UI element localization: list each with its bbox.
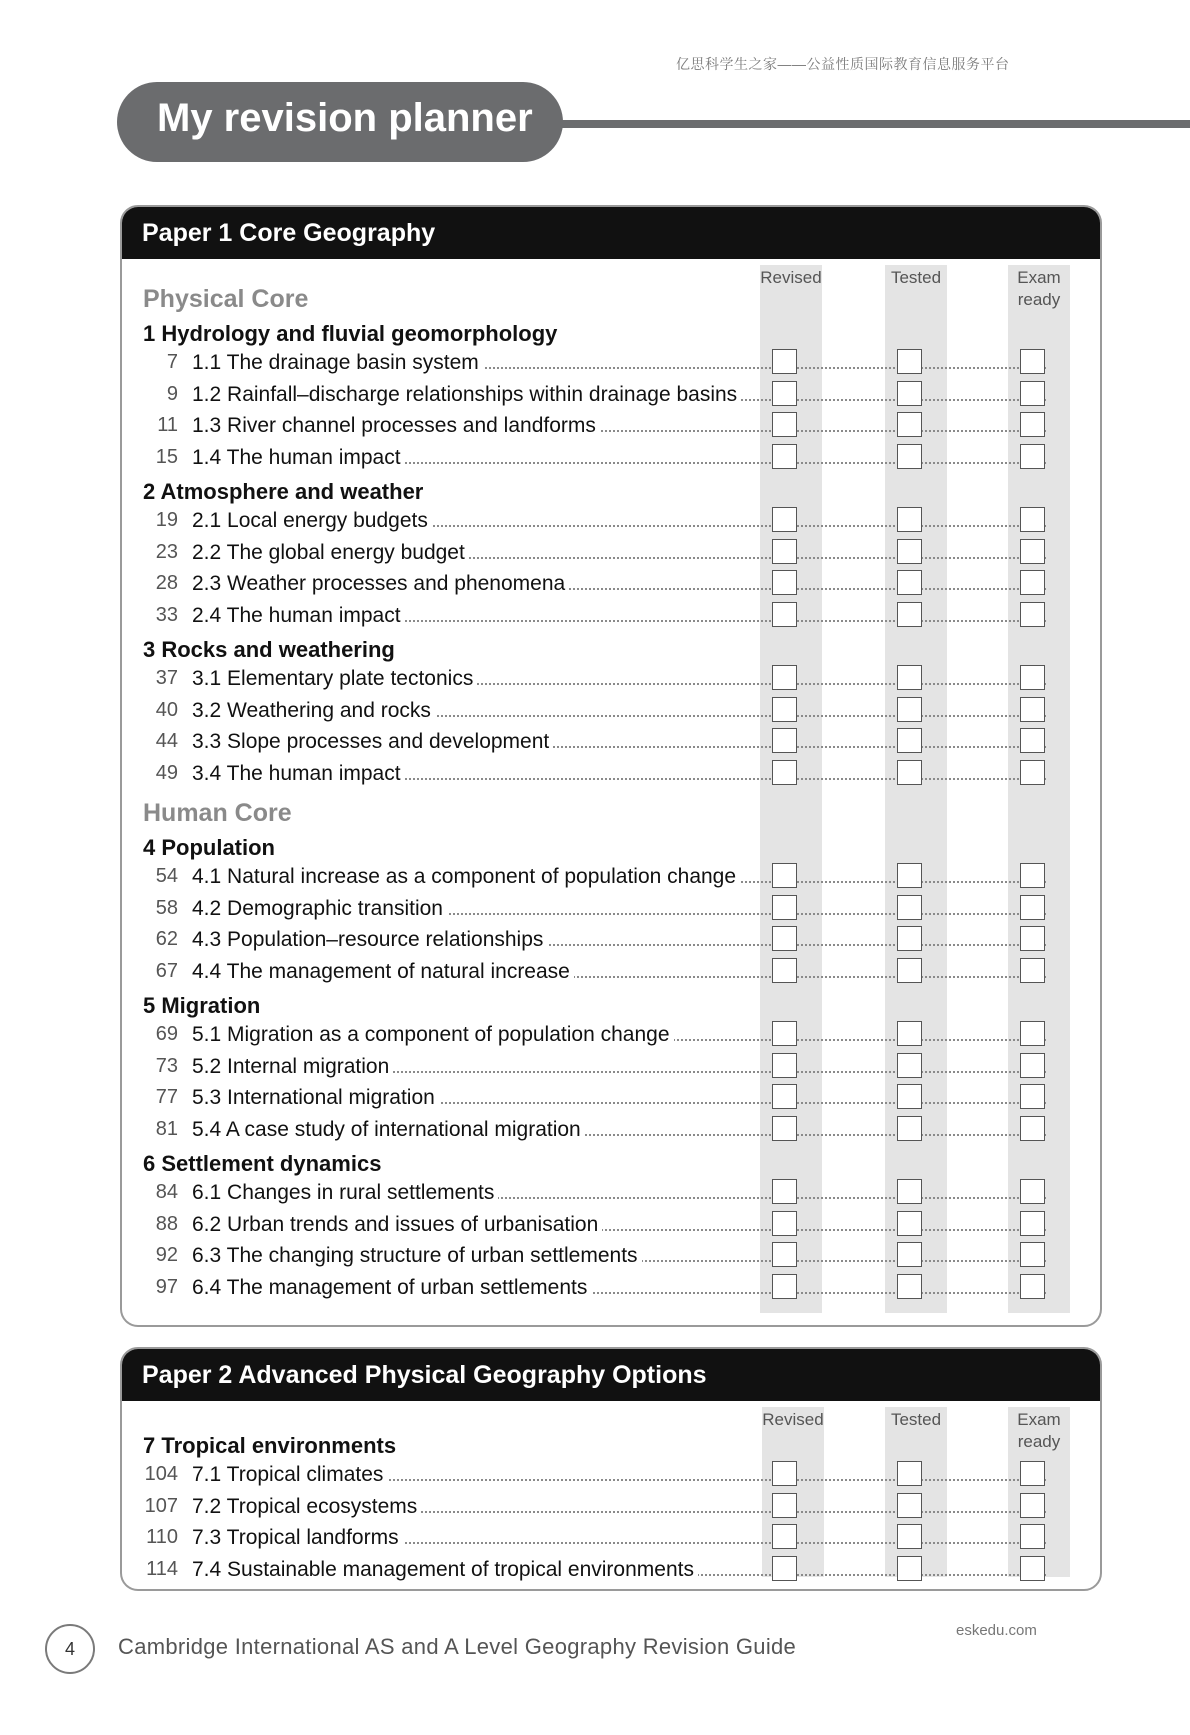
tested-checkbox[interactable] xyxy=(897,1524,922,1549)
tested-checkbox[interactable] xyxy=(897,760,922,785)
revised-checkbox[interactable] xyxy=(772,863,797,888)
topic-label: 7.4 Sustainable management of tropical environments xyxy=(192,1554,698,1585)
topic-page-number: 104 xyxy=(144,1463,178,1485)
exam-ready-header-line2: ready xyxy=(1017,1432,1061,1451)
chapter-heading: 4 Population xyxy=(143,835,275,860)
tested-checkbox[interactable] xyxy=(897,349,922,374)
page-title-banner xyxy=(117,82,563,162)
topic-label: 2.3 Weather processes and phenomena xyxy=(192,568,569,599)
topic-label: 2.1 Local energy budgets xyxy=(192,505,432,536)
tested-checkbox[interactable] xyxy=(897,1211,922,1236)
topic-label: 2.4 The human impact xyxy=(192,600,405,631)
revised-checkbox[interactable] xyxy=(772,958,797,983)
topic-label: 6.1 Changes in rural settlements xyxy=(192,1177,498,1208)
topic-label: 2.2 The global energy budget xyxy=(192,537,469,568)
exam-ready-checkbox[interactable] xyxy=(1020,1084,1045,1109)
topic-row xyxy=(122,1177,1098,1208)
exam-ready-checkbox[interactable] xyxy=(1020,1274,1045,1299)
exam-ready-checkbox[interactable] xyxy=(1020,863,1045,888)
exam-ready-checkbox[interactable] xyxy=(1020,1211,1045,1236)
paper1-panel xyxy=(120,205,1102,1327)
top-watermark: 亿思科学生之家——公益性质国际教育信息服务平台 xyxy=(676,56,1010,72)
topic-page-number: 114 xyxy=(146,1557,178,1580)
topic-label: 5.4 A case study of international migration xyxy=(192,1114,585,1145)
topic-label: 7.1 Tropical climates xyxy=(192,1459,387,1490)
topic-row xyxy=(122,1272,1098,1303)
topic-label: 4.4 The management of natural increase xyxy=(192,956,574,987)
tested-checkbox[interactable] xyxy=(897,1021,922,1046)
topic-row xyxy=(122,726,1098,757)
revised-checkbox[interactable] xyxy=(772,760,797,785)
page-title: My revision planner xyxy=(157,96,533,140)
topic-row xyxy=(122,1114,1098,1145)
topic-page-number: 88 xyxy=(155,1212,178,1235)
topic-row xyxy=(122,956,1098,987)
topic-label: 4.2 Demographic transition xyxy=(192,893,447,924)
tested-checkbox[interactable] xyxy=(897,1556,922,1581)
tested-checkbox[interactable] xyxy=(897,570,922,595)
exam-ready-checkbox[interactable] xyxy=(1020,507,1045,532)
exam-ready-checkbox[interactable] xyxy=(1020,728,1045,753)
topic-row xyxy=(122,600,1098,631)
topic-label: 1.3 River channel processes and landforms xyxy=(192,410,600,441)
revised-header: Revised xyxy=(760,268,822,287)
topic-row xyxy=(122,442,1098,473)
topic-page-number: 77 xyxy=(155,1086,178,1109)
tested-checkbox[interactable] xyxy=(897,958,922,983)
revised-checkbox[interactable] xyxy=(772,412,797,437)
tested-header: Tested xyxy=(890,268,942,287)
paper2-panel xyxy=(120,1347,1102,1591)
tested-checkbox[interactable] xyxy=(897,1461,922,1486)
tested-checkbox[interactable] xyxy=(897,665,922,690)
exam-ready-checkbox[interactable] xyxy=(1020,1556,1045,1581)
exam-ready-checkbox[interactable] xyxy=(1020,539,1045,564)
topic-page-number: 97 xyxy=(155,1275,178,1298)
revised-checkbox[interactable] xyxy=(772,1084,797,1109)
exam-ready-checkbox[interactable] xyxy=(1020,1524,1045,1549)
tested-checkbox[interactable] xyxy=(897,697,922,722)
exam-ready-checkbox[interactable] xyxy=(1020,602,1045,627)
tested-checkbox[interactable] xyxy=(897,1084,922,1109)
topic-page-number: 44 xyxy=(155,730,178,753)
exam-ready-checkbox[interactable] xyxy=(1020,444,1045,469)
topic-row xyxy=(122,347,1098,378)
topic-page-number: 67 xyxy=(155,959,178,982)
topic-row xyxy=(122,861,1098,892)
exam-ready-checkbox[interactable] xyxy=(1020,570,1045,595)
tested-checkbox[interactable] xyxy=(897,602,922,627)
topic-page-number: 49 xyxy=(155,761,178,784)
topic-page-number: 37 xyxy=(155,667,178,689)
topic-row xyxy=(122,1554,1098,1585)
exam-ready-checkbox[interactable] xyxy=(1020,349,1045,374)
topic-label: 5.2 Internal migration xyxy=(192,1051,393,1082)
physical-core-heading: Physical Core xyxy=(143,285,309,313)
topic-label: 6.2 Urban trends and issues of urbanisation xyxy=(192,1209,602,1240)
human-core-heading: Human Core xyxy=(143,799,292,827)
topic-row xyxy=(122,505,1098,536)
revised-checkbox[interactable] xyxy=(772,1556,797,1581)
tested-checkbox[interactable] xyxy=(897,1116,922,1141)
topic-page-number: 62 xyxy=(155,928,178,951)
topic-row xyxy=(122,758,1098,789)
revised-checkbox[interactable] xyxy=(772,1493,797,1518)
topic-label: 3.4 The human impact xyxy=(192,758,405,789)
revised-checkbox[interactable] xyxy=(772,444,797,469)
topic-row xyxy=(122,1082,1098,1113)
chapter-heading: 7 Tropical environments xyxy=(143,1433,397,1458)
topic-page-number: 58 xyxy=(155,896,178,919)
revised-checkbox[interactable] xyxy=(772,1179,797,1204)
topic-label: 4.1 Natural increase as a component of population change xyxy=(192,861,740,892)
topic-row xyxy=(122,1240,1098,1271)
exam-ready-header xyxy=(989,1409,1089,1453)
topic-label: 1.2 Rainfall–discharge relationships within drainage basins xyxy=(192,379,741,410)
topic-label: 4.3 Population–resource relationships xyxy=(192,924,547,955)
topic-row xyxy=(122,1051,1098,1082)
exam-ready-checkbox[interactable] xyxy=(1020,1179,1045,1204)
tested-checkbox[interactable] xyxy=(897,1493,922,1518)
revised-checkbox[interactable] xyxy=(772,697,797,722)
exam-ready-checkbox[interactable] xyxy=(1020,1021,1045,1046)
revised-checkbox[interactable] xyxy=(772,1116,797,1141)
page-number: 4 xyxy=(45,1624,95,1674)
topic-page-number: 69 xyxy=(155,1023,178,1045)
revised-checkbox[interactable] xyxy=(772,926,797,951)
revised-header: Revised xyxy=(762,1410,824,1429)
topic-label: 1.1 The drainage basin system xyxy=(192,347,483,378)
topic-label: 3.2 Weathering and rocks xyxy=(192,695,435,726)
revised-checkbox[interactable] xyxy=(772,1021,797,1046)
exam-ready-checkbox[interactable] xyxy=(1020,1053,1045,1078)
revised-checkbox[interactable] xyxy=(772,1461,797,1486)
topic-label: 1.4 The human impact xyxy=(192,442,405,473)
revised-checkbox[interactable] xyxy=(772,349,797,374)
topic-label: 6.3 The changing structure of urban settlements xyxy=(192,1240,642,1271)
topic-page-number: 92 xyxy=(155,1244,178,1267)
exam-ready-checkbox[interactable] xyxy=(1020,1461,1045,1486)
exam-ready-header-line2: ready xyxy=(1017,290,1061,309)
topic-page-number: 15 xyxy=(155,445,178,468)
topic-page-number: 9 xyxy=(166,382,178,405)
chapter-heading: 2 Atmosphere and weather xyxy=(143,479,424,504)
topic-row xyxy=(122,1459,1098,1490)
tested-checkbox[interactable] xyxy=(897,728,922,753)
topic-row xyxy=(122,1209,1098,1240)
tested-checkbox[interactable] xyxy=(897,381,922,406)
exam-ready-checkbox[interactable] xyxy=(1020,1116,1045,1141)
tested-checkbox[interactable] xyxy=(897,926,922,951)
chapter-heading: 1 Hydrology and fluvial geomorphology xyxy=(143,321,558,346)
exam-ready-checkbox[interactable] xyxy=(1020,1242,1045,1267)
topic-row xyxy=(122,1491,1098,1522)
exam-ready-checkbox[interactable] xyxy=(1020,697,1045,722)
revised-checkbox[interactable] xyxy=(772,895,797,920)
topic-label: 5.3 International migration xyxy=(192,1082,439,1113)
tested-checkbox[interactable] xyxy=(897,444,922,469)
exam-ready-checkbox[interactable] xyxy=(1020,381,1045,406)
topic-page-number: 73 xyxy=(155,1054,178,1077)
chapter-heading: 3 Rocks and weathering xyxy=(143,637,395,662)
revised-checkbox[interactable] xyxy=(772,539,797,564)
tested-checkbox[interactable] xyxy=(897,507,922,532)
paper2-title: Paper 2 Advanced Physical Geography Options xyxy=(122,1349,1100,1401)
exam-ready-checkbox[interactable] xyxy=(1020,665,1045,690)
revised-checkbox[interactable] xyxy=(772,602,797,627)
revised-checkbox[interactable] xyxy=(772,728,797,753)
tested-checkbox[interactable] xyxy=(897,1242,922,1267)
revised-checkbox[interactable] xyxy=(772,570,797,595)
tested-checkbox[interactable] xyxy=(897,1274,922,1299)
tested-checkbox[interactable] xyxy=(897,1179,922,1204)
topic-row xyxy=(122,695,1098,726)
revised-checkbox[interactable] xyxy=(772,1211,797,1236)
exam-ready-header-line1: Exam xyxy=(1017,268,1061,287)
topic-row xyxy=(122,410,1098,441)
tested-checkbox[interactable] xyxy=(897,863,922,888)
topic-page-number: 84 xyxy=(155,1181,178,1203)
exam-ready-checkbox[interactable] xyxy=(1020,895,1045,920)
topic-row xyxy=(122,568,1098,599)
chapter-heading: 5 Migration xyxy=(143,993,261,1018)
topic-page-number: 40 xyxy=(155,698,178,721)
topic-label: 3.3 Slope processes and development xyxy=(192,726,553,757)
topic-label: 7.3 Tropical landforms xyxy=(192,1522,403,1553)
topic-row xyxy=(122,537,1098,568)
exam-ready-checkbox[interactable] xyxy=(1020,926,1045,951)
topic-label: 6.4 The management of urban settlements xyxy=(192,1272,591,1303)
tested-checkbox[interactable] xyxy=(897,539,922,564)
exam-ready-checkbox[interactable] xyxy=(1020,760,1045,785)
paper1-title: Paper 1 Core Geography xyxy=(122,207,1100,259)
topic-page-number: 110 xyxy=(146,1526,178,1549)
revised-checkbox[interactable] xyxy=(772,1053,797,1078)
revised-checkbox[interactable] xyxy=(772,1274,797,1299)
topic-page-number: 33 xyxy=(155,603,178,626)
exam-ready-checkbox[interactable] xyxy=(1020,958,1045,983)
topic-page-number: 11 xyxy=(157,414,178,437)
footer-watermark: eskedu.com xyxy=(956,1622,1037,1639)
topic-row xyxy=(122,924,1098,955)
exam-ready-checkbox[interactable] xyxy=(1020,1493,1045,1518)
exam-ready-header xyxy=(989,267,1089,311)
topic-row xyxy=(122,1522,1098,1553)
topic-label: 7.2 Tropical ecosystems xyxy=(192,1491,421,1522)
topic-label: 3.1 Elementary plate tectonics xyxy=(192,663,477,694)
tested-header: Tested xyxy=(890,1410,942,1429)
exam-ready-checkbox[interactable] xyxy=(1020,412,1045,437)
topic-page-number: 7 xyxy=(166,351,178,373)
revised-checkbox[interactable] xyxy=(772,1242,797,1267)
tested-checkbox[interactable] xyxy=(897,895,922,920)
topic-page-number: 28 xyxy=(155,572,178,595)
topic-row xyxy=(122,893,1098,924)
revised-checkbox[interactable] xyxy=(772,665,797,690)
topic-page-number: 23 xyxy=(155,540,178,563)
revised-checkbox[interactable] xyxy=(772,1524,797,1549)
topic-page-number: 19 xyxy=(155,509,178,531)
topic-row xyxy=(122,379,1098,410)
chapter-heading: 6 Settlement dynamics xyxy=(143,1151,382,1176)
topic-label: 5.1 Migration as a component of population change xyxy=(192,1019,674,1050)
exam-ready-header-line1: Exam xyxy=(1017,1410,1061,1429)
title-rule xyxy=(562,120,1190,128)
book-title: Cambridge International AS and A Level Geography Revision Guide xyxy=(118,1634,797,1659)
revised-checkbox[interactable] xyxy=(772,507,797,532)
topic-row xyxy=(122,663,1098,694)
revised-checkbox[interactable] xyxy=(772,381,797,406)
topic-page-number: 107 xyxy=(144,1494,178,1517)
tested-checkbox[interactable] xyxy=(897,1053,922,1078)
topic-page-number: 81 xyxy=(155,1117,178,1140)
topic-row xyxy=(122,1019,1098,1050)
topic-page-number: 54 xyxy=(155,865,178,887)
tested-checkbox[interactable] xyxy=(897,412,922,437)
